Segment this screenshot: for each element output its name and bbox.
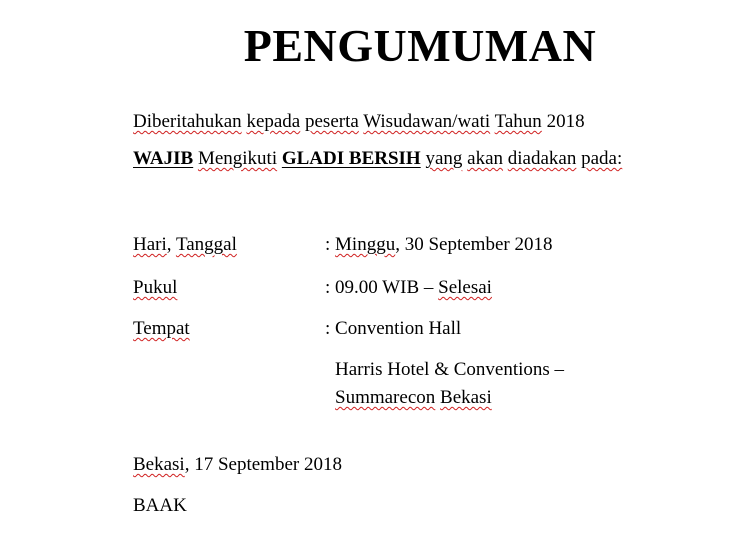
word-diadakan: diadakan	[507, 148, 577, 169]
label-hari: Hari	[133, 234, 167, 255]
time-end: Selesai	[438, 277, 492, 298]
word-diberitahukan: Diberitahukan	[133, 111, 242, 132]
word-mengikuti: Mengikuti	[197, 148, 278, 169]
word-bekasi: Bekasi	[440, 387, 492, 408]
time-value	[325, 276, 492, 300]
signatory: BAAK	[133, 495, 187, 516]
word-wajib: WAJIB	[133, 148, 194, 169]
word-akan: akan	[467, 148, 504, 169]
time-label	[133, 276, 177, 300]
label-tempat: Tempat	[133, 318, 190, 339]
closing-date-text: , 17 September 2018	[184, 454, 342, 475]
word-year: 2018	[546, 111, 585, 132]
label-sep: ,	[166, 234, 176, 255]
closing-city: Bekasi	[133, 454, 185, 475]
label-tanggal: Tanggal	[175, 234, 237, 255]
date-value	[325, 233, 552, 257]
word-peserta: peserta	[305, 111, 359, 132]
word-pada: pada:	[581, 148, 623, 169]
word-wisudawan: Wisudawan/wati	[363, 111, 491, 132]
date-rest: , 30 September 2018	[395, 234, 553, 255]
closing-date	[133, 453, 342, 477]
word-summarecon: Summarecon	[335, 387, 436, 408]
date-colon: :	[325, 234, 336, 255]
word-tahun: Tahun	[494, 111, 542, 132]
announcement-title: PENGUMUMAN	[243, 20, 597, 71]
date-day: Minggu	[335, 234, 396, 255]
place-label	[133, 317, 190, 341]
word-kepada: kepada	[246, 111, 301, 132]
place-value-cont-1: Harris Hotel & Conventions –	[335, 359, 565, 380]
label-pukul: Pukul	[133, 277, 178, 298]
place-value-cont-2	[335, 386, 492, 410]
word-gladi-bersih: GLADI BERSIH	[281, 148, 421, 169]
place-value: : Convention Hall	[325, 318, 462, 339]
time-start: : 09.00 WIB –	[325, 277, 439, 298]
date-label	[133, 233, 237, 257]
intro-line-1	[133, 110, 585, 134]
intro-line-2	[133, 147, 622, 171]
word-yang: yang	[425, 148, 463, 169]
